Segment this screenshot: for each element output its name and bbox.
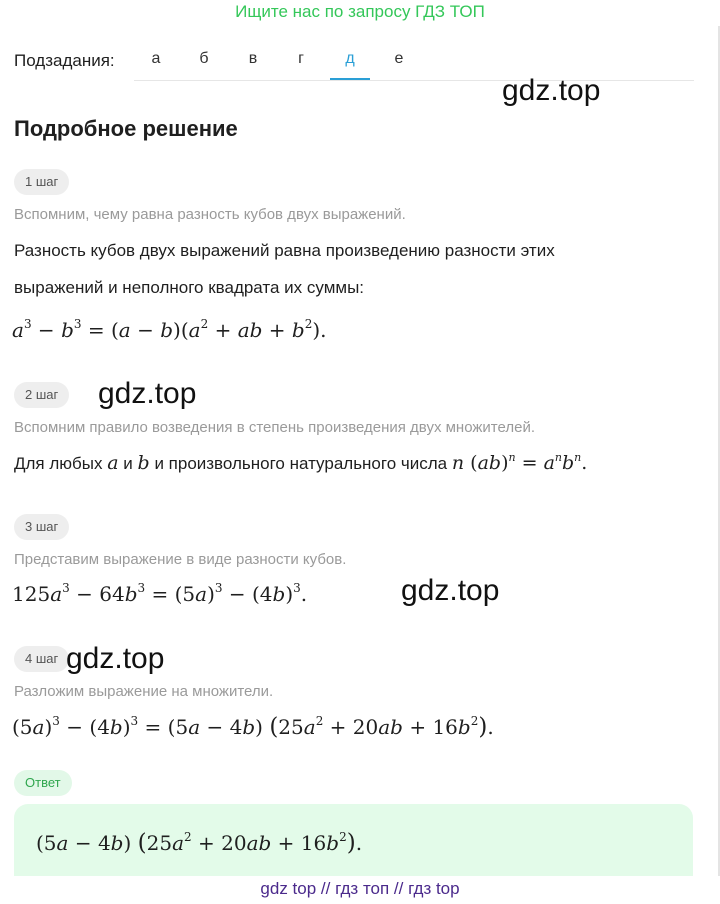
tab-a[interactable]: а bbox=[151, 50, 161, 67]
tab-g[interactable]: г bbox=[298, 50, 304, 67]
step-4-formula: $(5a)^3 - (4b)^3 = (5a - 4b) (25a^2 + 20ab + 16b^2)$. bbox=[12, 714, 494, 740]
step-3-hint: Представим выражение в виде разности кубов. bbox=[14, 551, 347, 568]
watermark: gdz.top bbox=[98, 377, 197, 410]
answer-badge: Ответ bbox=[14, 770, 72, 796]
answer-box bbox=[14, 804, 693, 876]
var-b: b bbox=[137, 452, 150, 474]
var-a: a bbox=[107, 452, 119, 474]
step-2-text-part1: Для любых bbox=[14, 454, 103, 473]
step-4-hint: Разложим выражение на множители. bbox=[14, 683, 274, 700]
step-1-hint: Вспомним, чему равна разность кубов двух выражений. bbox=[14, 206, 406, 223]
tab-e[interactable]: е bbox=[394, 50, 404, 67]
step-badge-2: 2 шаг bbox=[14, 382, 69, 408]
footer-links[interactable]: gdz top // гдз топ // гдз top bbox=[260, 879, 460, 898]
step-2-text bbox=[14, 452, 587, 474]
step-2-text-part2: и bbox=[123, 454, 133, 473]
watermark: gdz.top bbox=[66, 642, 165, 675]
step-2-hint: Вспомним правило возведения в степень произведения двух множителей. bbox=[14, 419, 535, 436]
step-3-formula: $125a^3 - 64b^3 = (5a)^3 - (4b)^3$. bbox=[12, 581, 308, 606]
tab-b[interactable]: б bbox=[199, 50, 209, 67]
watermark: gdz.top bbox=[401, 574, 500, 607]
tab-d[interactable]: д bbox=[330, 50, 370, 80]
step-badge-3: 3 шаг bbox=[14, 514, 69, 540]
search-banner: Ищите нас по запросу ГДЗ ТОП bbox=[235, 2, 485, 21]
subtasks-label: Подзадания: bbox=[14, 51, 115, 70]
step-2-formula: n $(ab)^n = a^nb^n$. bbox=[451, 451, 588, 474]
step-badge-1: 1 шаг bbox=[14, 169, 69, 195]
step-2-text-part3: и произвольного натурального числа bbox=[154, 454, 448, 473]
step-1-text-line2: выражений и неполного квадрата их суммы: bbox=[14, 278, 365, 297]
step-1-text-line1: Разность кубов двух выражений равна произведению разности этих bbox=[14, 241, 555, 260]
tab-v[interactable]: в bbox=[248, 50, 258, 67]
section-title: Подробное решение bbox=[14, 116, 238, 141]
watermark: gdz.top bbox=[502, 74, 601, 107]
step-badge-4: 4 шаг bbox=[14, 646, 69, 672]
subtask-tabs bbox=[134, 44, 694, 81]
answer-formula: (5a − 4b) $(25a^2 + 20ab + 16b^2)$. bbox=[36, 830, 363, 856]
step-1-formula: $a^3 - b^3 = (a - b)(a^2$ + ab + $b^2$). bbox=[12, 317, 327, 342]
